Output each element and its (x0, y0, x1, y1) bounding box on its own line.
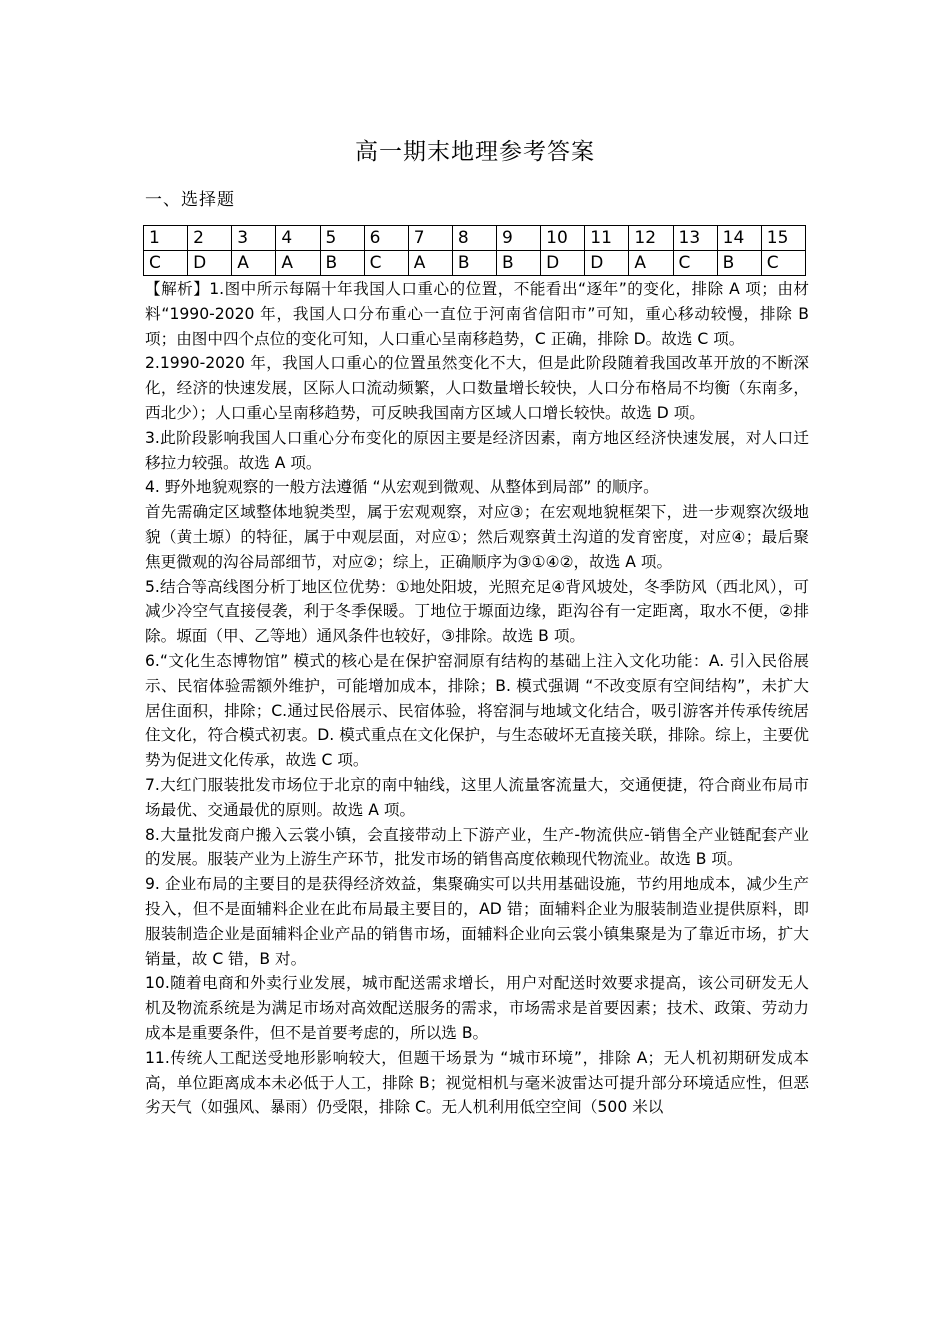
answer-cell: C (364, 251, 408, 276)
answer-table (143, 225, 806, 276)
answer-cell: C (673, 251, 717, 276)
explanation-section (145, 277, 809, 1120)
explanation-paragraph: 3.此阶段影响我国人口重心分布变化的原因主要是经济因素，南方地区经济快速发展，对人口迁移拉力较强。故选 A 项。 (145, 428, 809, 472)
answer-cell: C (761, 251, 805, 276)
question-number-cell: 2 (188, 226, 232, 251)
question-number-cell: 7 (408, 226, 452, 251)
explanation-paragraph: 4. 野外地貌观察的一般方法遵循 “从宏观到微观、从整体到局部” 的顺序。 (145, 478, 659, 497)
answer-cell: D (541, 251, 585, 276)
answer-cell: A (276, 251, 320, 276)
explanation-paragraph: 10.随着电商和外卖行业发展，城市配送需求增长，用户对配送时效要求提高，该公司研发无人机及物流系统是为满足市场对高效配送服务的需求，市场需求是首要因素；技术、政策、劳动力成本是重要条件，但不是首要考虑的，所以选 B。 (145, 974, 809, 1042)
explanation-paragraph: 2.1990-2020 年，我国人口重心的位置虽然变化不大，但是此阶段随着我国改革开放的不断深化，经济的快速发展，区际人口流动频繁，人口数量增长较快，人口分布格局不均衡（东南多，西北少）；人口重心呈南移趋势，可反映我国南方区域人口增长较快。故选 D 项。 (145, 354, 809, 422)
explanation-paragraph: 8.大量批发商户搬入云裳小镇，会直接带动上下游产业，生产-物流供应-销售全产业链配套产业的发展。服装产业为上游生产环节，批发市场的销售高度依赖现代物流业。故选 B 项。 (145, 825, 809, 869)
section-heading: 一、选择题 (145, 190, 235, 210)
page-title: 高一期末地理参考答案 (355, 139, 595, 165)
explanation-paragraph: 首先需确定区域整体地貌类型，属于宏观观察，对应③；在宏观地貌框架下，进一步观察次级地貌（黄土塬）的特征，属于中观层面，对应①；然后观察黄土沟道的发育密度，对应④；最后聚焦更微观的沟谷局部细节，对应②；综上，正确顺序为③①④②，故选 A 项。 (145, 503, 809, 571)
answer-cell: A (232, 251, 276, 276)
question-number-cell: 4 (276, 226, 320, 251)
question-number-cell: 6 (364, 226, 408, 251)
answer-cell: B (320, 251, 364, 276)
answer-cell: C (144, 251, 188, 276)
question-number-cell: 9 (497, 226, 541, 251)
answer-cell: D (585, 251, 629, 276)
explanation-paragraph: 6.“文化生态博物馆” 模式的核心是在保护窑洞原有结构的基础上注入文化功能：A. 引入民俗展示、民宿体验需额外维护，可能增加成本，排除；B. 模式强调 “不改变原有空间结构”，未扩大居住面积，排除；C.通过民俗展示、民宿体验，将窑洞与地域文化结合，吸引游客并传承传统居住文化，符合模式初衷。D. 模式重点在文化保护，与生态破坏无直接关联，排除。综上，主要优势为促进文化传承，故选 C 项。 (145, 651, 809, 770)
explanation-paragraph: 9. 企业布局的主要目的是获得经济效益，集聚确实可以共用基础设施，节约用地成本，减少生产投入，但不是面辅料企业在此布局最主要目的，AD 错；面辅料企业为服装制造业提供原料，即服装制造企业是面辅料企业产品的销售市场，面辅料企业向云裳小镇集聚是为了靠近市场，扩大销量，故 C 错，B 对。 (145, 875, 809, 968)
question-number-cell: 5 (320, 226, 364, 251)
explanation-paragraph: 7.大红门服装批发市场位于北京的南中轴线，这里人流量客流量大，交通便捷，符合商业布局市场最优、交通最优的原则。故选 A 项。 (145, 775, 809, 819)
explanation-paragraph: 11.传统人工配送受地形影响较大，但题干场景为 “城市环境”，排除 A；无人机初期研发成本高，单位距离成本未必低于人工，排除 B；视觉相机与毫米波雷达可提升部分环境适应性，但恶劣天气（如强风、暴雨）仍受限，排除 C。无人机利用低空空间（500 米以 (145, 1048, 809, 1117)
question-number-cell: 14 (717, 226, 761, 251)
question-number-cell: 15 (761, 226, 805, 251)
question-number-cell: 3 (232, 226, 276, 251)
question-number-row (144, 226, 806, 251)
explanation-paragraph: 5.结合等高线图分析丁地区位优势：①地处阳坡，光照充足④背风坡处，冬季防风（西北风），可减少冷空气直接侵袭，利于冬季保暖。丁地位于塬面边缘，距沟谷有一定距离，取水不便，②排除。塬面（甲、乙等地）通风条件也较好，③排除。故选 B 项。 (145, 577, 809, 646)
answer-cell: B (497, 251, 541, 276)
question-number-cell: 12 (629, 226, 673, 251)
answer-row (144, 251, 806, 276)
answer-cell: A (408, 251, 452, 276)
answer-cell: B (452, 251, 496, 276)
question-number-cell: 10 (541, 226, 585, 251)
explanation-paragraph: 【解析】1.图中所示每隔十年我国人口重心的位置，不能看出“逐年”的变化，排除 A 项；由材料“1990-2020 年，我国人口分布重心一直位于河南省信阳市”可知，重心移动较慢，排除 B 项；由图中四个点位的变化可知，人口重心呈南移趋势，C 正确，排除 D。故选 C 项。 (145, 280, 809, 348)
question-number-cell: 1 (144, 226, 188, 251)
question-number-cell: 11 (585, 226, 629, 251)
answer-cell: D (188, 251, 232, 276)
answer-cell: A (629, 251, 673, 276)
answer-cell: B (717, 251, 761, 276)
question-number-cell: 13 (673, 226, 717, 251)
question-number-cell: 8 (452, 226, 496, 251)
